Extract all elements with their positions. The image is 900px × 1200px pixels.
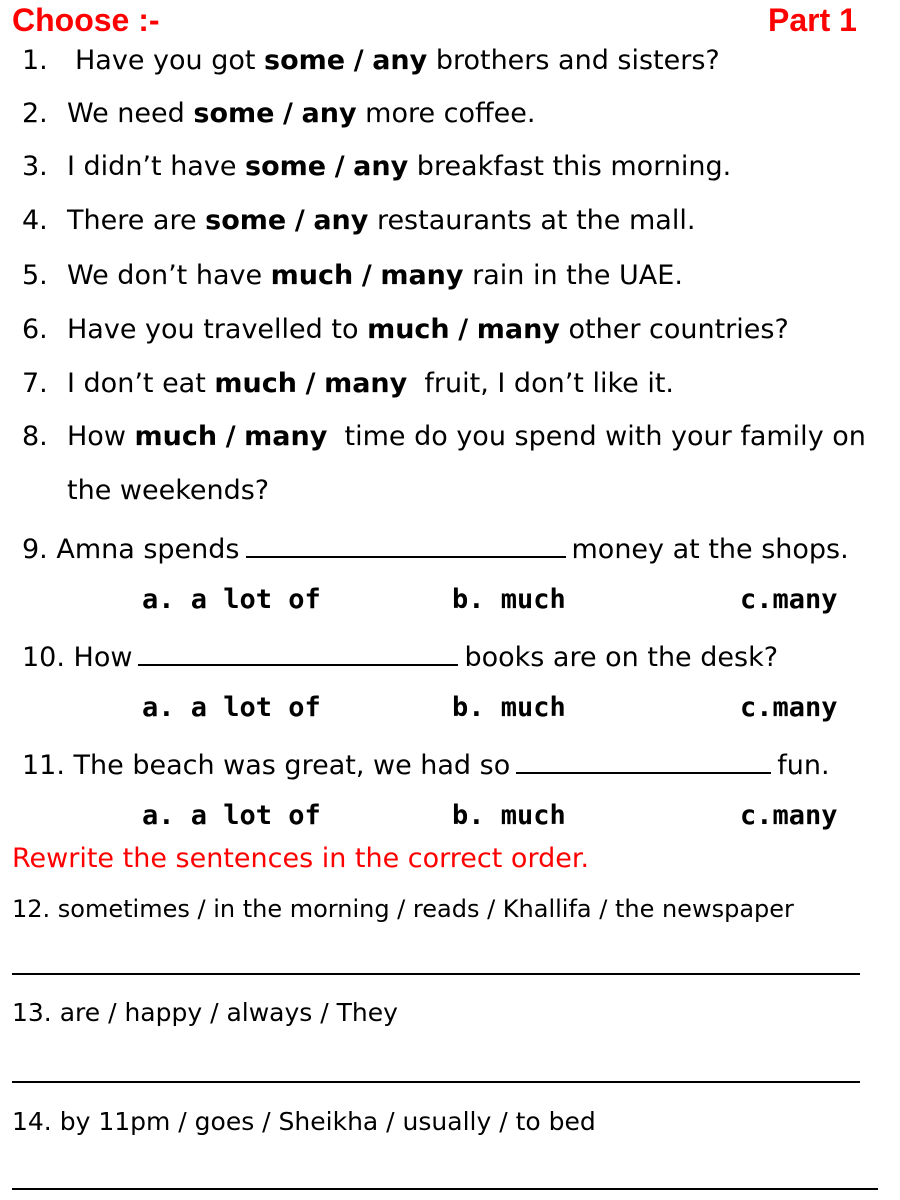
question-3 — [22, 151, 732, 182]
option-word[interactable]: any — [353, 151, 409, 182]
option-word[interactable]: many — [244, 421, 328, 452]
question-suffix: rain in the UAE. — [463, 260, 683, 291]
option-word[interactable]: much — [270, 260, 354, 291]
option-c[interactable]: c.many — [740, 584, 838, 615]
question-7 — [22, 368, 674, 399]
option-c[interactable]: c.many — [740, 692, 838, 723]
option-a[interactable]: a. a lot of — [142, 584, 321, 615]
slash: / — [361, 260, 372, 291]
answer-line[interactable] — [12, 1188, 878, 1190]
slash: / — [283, 98, 293, 129]
option-word[interactable]: some — [193, 98, 275, 129]
question-text — [75, 45, 720, 76]
slash: / — [305, 368, 316, 399]
question-8-continuation: the weekends? — [67, 475, 270, 506]
option-b[interactable]: b. much — [452, 800, 566, 831]
answer-line[interactable] — [12, 1081, 860, 1083]
option-word[interactable]: much — [214, 368, 297, 399]
question-suffix: fruit, I don’t like it. — [407, 368, 674, 399]
question-number: 7. — [22, 368, 48, 399]
question-prefix: Have you got — [75, 45, 265, 76]
question-suffix: more coffee. — [356, 98, 536, 129]
question-8 — [22, 421, 866, 452]
question-suffix: books are on the desk? — [464, 642, 779, 673]
question-6 — [22, 314, 789, 345]
question-suffix: fun. — [777, 750, 830, 781]
option-word[interactable]: much — [367, 314, 450, 345]
question-suffix: money at the shops. — [571, 534, 849, 565]
slash: / — [294, 205, 305, 236]
option-word[interactable]: any — [313, 205, 369, 236]
question-prefix: We need — [67, 98, 194, 129]
option-b[interactable]: b. much — [452, 584, 566, 615]
question-suffix: other countries? — [559, 314, 789, 345]
question-prefix: I don’t eat — [67, 368, 215, 399]
question-prefix: 10. How — [22, 642, 133, 673]
question-suffix: brothers and sisters? — [427, 45, 720, 76]
question-text — [67, 151, 731, 182]
question-9 — [22, 530, 849, 565]
rewrite-item-13: 13. are / happy / always / They — [12, 998, 398, 1027]
option-word[interactable]: some — [245, 151, 327, 182]
option-word[interactable]: some — [205, 205, 287, 236]
question-text — [67, 260, 683, 291]
question-5 — [22, 260, 683, 291]
section-title: Choose :- — [12, 2, 160, 38]
option-word[interactable]: any — [301, 98, 357, 129]
question-suffix: restaurants at the mall. — [368, 205, 696, 236]
answer-blank[interactable] — [246, 530, 566, 558]
question-prefix: Have you travelled to — [67, 314, 368, 345]
question-text — [67, 421, 866, 452]
question-number: 4. — [22, 205, 48, 236]
option-word[interactable]: much — [134, 421, 218, 452]
question-prefix: There are — [67, 205, 206, 236]
slash: / — [334, 151, 345, 182]
slash: / — [225, 421, 236, 452]
option-c[interactable]: c.many — [740, 800, 838, 831]
answer-blank[interactable] — [138, 638, 458, 666]
option-word[interactable]: many — [324, 368, 408, 399]
option-word[interactable]: many — [476, 314, 560, 345]
rewrite-item-14: 14. by 11pm / goes / Sheikha / usually / to bed — [12, 1107, 596, 1136]
option-word[interactable]: many — [380, 260, 464, 291]
option-a[interactable]: a. a lot of — [142, 800, 321, 831]
question-suffix: time do you spend with your family on — [327, 421, 866, 452]
question-number: 5. — [22, 260, 48, 291]
slash: / — [353, 45, 364, 76]
question-number: 6. — [22, 314, 48, 345]
question-4 — [22, 205, 696, 236]
question-prefix: 9. Amna spends — [22, 534, 240, 565]
question-number: 8. — [22, 421, 48, 452]
answer-line[interactable] — [12, 973, 860, 975]
question-text — [67, 98, 535, 129]
option-word[interactable]: some — [264, 45, 346, 76]
question-prefix: 11. The beach was great, we had so — [22, 750, 511, 781]
part-label: Part 1 — [768, 2, 857, 38]
question-text — [67, 205, 695, 236]
rewrite-item-12: 12. sometimes / in the morning / reads / Khallifa / the newspaper — [12, 895, 794, 923]
rewrite-instruction: Rewrite the sentences in the correct order. — [12, 843, 590, 874]
answer-blank[interactable] — [516, 746, 771, 774]
question-text — [67, 314, 789, 345]
question-number: 2. — [22, 98, 48, 129]
option-a[interactable]: a. a lot of — [142, 692, 321, 723]
question-number: 3. — [22, 151, 48, 182]
question-suffix: breakfast this morning. — [408, 151, 732, 182]
question-number: 1. — [22, 45, 48, 76]
question-text — [67, 368, 674, 399]
option-word[interactable]: any — [372, 45, 428, 76]
slash: / — [458, 314, 469, 345]
question-10 — [22, 638, 778, 673]
question-prefix: I didn’t have — [67, 151, 246, 182]
option-b[interactable]: b. much — [452, 692, 566, 723]
question-2 — [22, 98, 536, 129]
question-1 — [22, 45, 720, 76]
question-11 — [22, 746, 830, 781]
question-prefix: How — [67, 421, 135, 452]
question-prefix: We don’t have — [67, 260, 271, 291]
